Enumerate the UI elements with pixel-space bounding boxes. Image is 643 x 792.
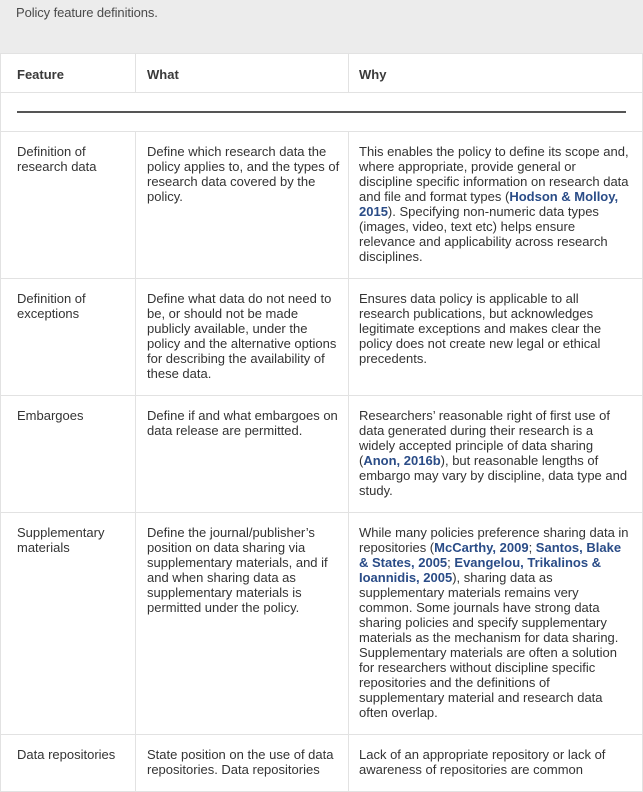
citation-link[interactable]: Anon, 2016b (363, 453, 441, 468)
why-cell: Lack of an appropriate repository or lack of awareness of repositories are common (349, 735, 643, 792)
why-cell: Ensures data policy is applicable to all research publications, but acknowledges legitimate exceptions and makes clear the policy does not create new legal or ethical precedents. (349, 279, 643, 396)
table-row (1, 279, 643, 396)
header-separator-cell (1, 93, 643, 132)
what-cell: Define which research data the policy applies to, and the types of research data covered by the policy. (136, 132, 349, 279)
table-row (1, 396, 643, 513)
what-cell: Define the journal/publisher’s position on data sharing via supplementary materials, and if and when sharing data as supplementary materials is permitted under the policy. (136, 513, 349, 735)
citation-link[interactable]: McCarthy, 2009 (434, 540, 529, 555)
policy-table-container (0, 53, 642, 792)
header-why: Why (349, 54, 643, 93)
header-separator-line (17, 111, 626, 113)
table-header-row (1, 54, 643, 93)
what-cell: Define if and what embargoes on data release are permitted. (136, 396, 349, 513)
feature-cell: Embargoes (1, 396, 136, 513)
feature-cell: Data repositories (1, 735, 136, 792)
citation-link[interactable]: Hodson & Molloy, 2015 (359, 189, 619, 219)
policy-features-table (0, 53, 643, 792)
what-cell: Define what data do not need to be, or should not be made publicly available, under the policy and the alternative options for describing the availability of these data. (136, 279, 349, 396)
why-cell: While many policies preference sharing data in repositories (McCarthy, 2009; Santos, Blake & States, 2005; Evangelou, Trikalinos & Ioannidis, 2005), sharing data as supplementary materials remains very common. Some journals have strong data sharing policies and specify supplementary materials as the mechanism for data sharing. Supplementary materials are often a solution for researchers without discipline specific repositories and the definitions of supplementary material and research data often overlap. (349, 513, 643, 735)
feature-cell: Definition of research data (1, 132, 136, 279)
header-what: What (136, 54, 349, 93)
feature-cell: Supplementary materials (1, 513, 136, 735)
what-cell: State position on the use of data repositories. Data repositories (136, 735, 349, 792)
citation-link[interactable]: Santos, Blake & States, 2005 (359, 540, 622, 570)
table-row (1, 513, 643, 735)
table-caption: Policy feature definitions. (16, 5, 158, 20)
citation-link[interactable]: Evangelou, Trikalinos & Ioannidis, 2005 (359, 555, 602, 585)
header-feature: Feature (1, 54, 136, 93)
table-row (1, 132, 643, 279)
header-separator-row (1, 93, 643, 132)
feature-cell: Definition of exceptions (1, 279, 136, 396)
why-cell: This enables the policy to define its scope and, where appropriate, provide general or discipline specific information on research data and file and format types (Hodson & Molloy, 2015). Specifying non-numeric data types (images, video, text etc) helps ensure relevance and applicability across research disciplines. (349, 132, 643, 279)
why-cell: Researchers’ reasonable right of first use of data generated during their research is a widely accepted principle of data sharing (Anon, 2016b), but reasonable lengths of embargo may vary by discipline, data type and study. (349, 396, 643, 513)
table-row (1, 735, 643, 792)
